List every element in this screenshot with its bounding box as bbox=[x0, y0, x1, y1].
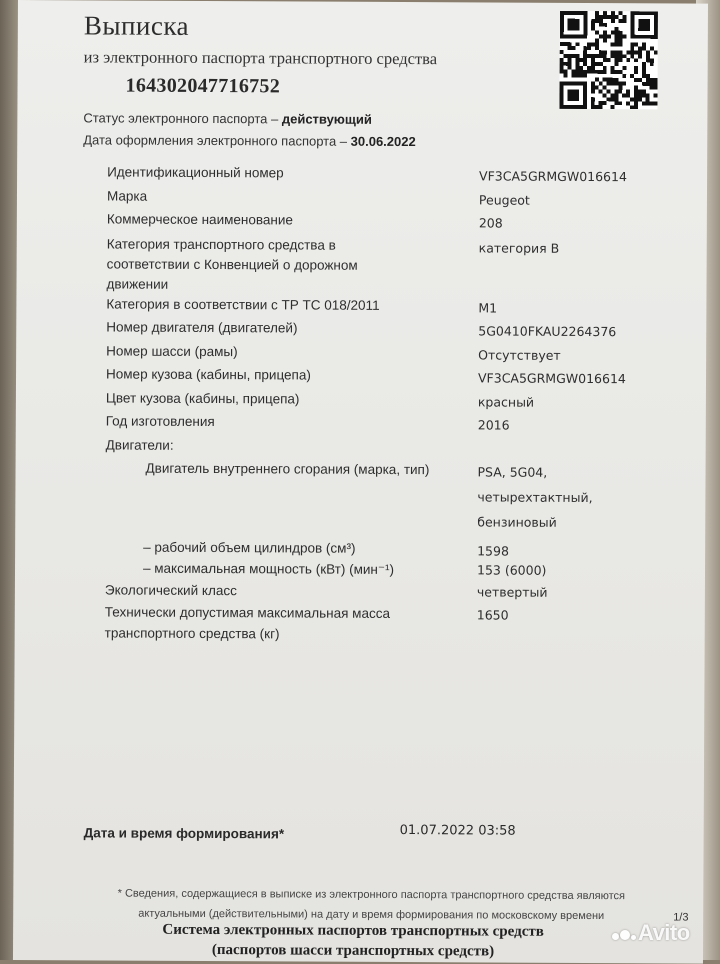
field-label: Категория в соответствии с ТР ТС 018/2011 bbox=[106, 296, 380, 313]
field-label: Категория транспортного средства в bbox=[106, 236, 336, 253]
field-label: Коммерческое наименование bbox=[106, 211, 293, 228]
field-value: Peugeot bbox=[478, 192, 530, 208]
page-number: 1/3 bbox=[673, 911, 689, 924]
field-value: 5G0410FKAU2264376 bbox=[478, 323, 617, 340]
field-label: Двигатель внутреннего сгорания (марка, тип) bbox=[145, 460, 430, 478]
vehicle-fields bbox=[14, 0, 708, 704]
field-label: Марка bbox=[106, 188, 148, 204]
field-value: M1 bbox=[478, 300, 498, 316]
field-label: – максимальная мощность (кВт) (мин⁻¹) bbox=[142, 560, 395, 577]
footnote-line2: актуальными (действительными) на дату и время формирования по московскому времени bbox=[138, 907, 605, 923]
document-subtitle: из электронного паспорта транспортного средства bbox=[83, 47, 438, 69]
field-label: Номер двигателя (двигателей) bbox=[106, 319, 298, 336]
field-label: Номер шасси (рамы) bbox=[106, 343, 238, 360]
field-label: Экологический класс bbox=[104, 582, 237, 599]
field-value: категория B bbox=[478, 240, 560, 256]
issued-value: 30.06.2022 bbox=[350, 133, 416, 150]
field-label-line2: транспортного средства (кг) bbox=[104, 625, 280, 642]
document-title: Выписка bbox=[83, 10, 190, 41]
field-label: Номер кузова (кабины, прицепа) bbox=[106, 366, 311, 383]
field-label: Технически допустимая максимальная масса bbox=[104, 604, 391, 621]
avito-watermark bbox=[612, 920, 690, 946]
field-value: PSA, 5G04, bbox=[477, 464, 548, 480]
footnote-line1: * Сведения, содержащиеся в выписке из электронного паспорта транспортного средства являются bbox=[117, 887, 626, 903]
field-label: Год изготовления bbox=[105, 413, 215, 430]
system-title bbox=[133, 920, 573, 962]
field-value: VF3CA5GRMGW016614 bbox=[477, 370, 626, 387]
status-value: действующий bbox=[281, 111, 372, 127]
field-label: Идентификационный номер bbox=[107, 164, 284, 181]
document-number: 164302047716752 bbox=[125, 74, 281, 98]
field-value: 1650 bbox=[476, 607, 509, 623]
system-title-line2: (паспортов шасси транспортных средств) bbox=[211, 942, 495, 960]
field-label: – рабочий объем цилиндров (см³) bbox=[143, 539, 356, 556]
system-title-line1: Система электронных паспортов транспортных средств bbox=[162, 921, 544, 940]
generated-datetime-value: 01.07.2022 03:58 bbox=[399, 823, 516, 839]
generated-datetime-label: Дата и время формирования* bbox=[83, 825, 285, 842]
status-label: Статус электронного паспорта – bbox=[83, 110, 282, 127]
field-value: 1598 bbox=[477, 543, 509, 559]
watermark-text: Avito bbox=[638, 920, 690, 945]
field-label-line2: соответствии с Конвенцией о дорожном bbox=[106, 256, 358, 273]
issued-label: Дата оформления электронного паспорта – bbox=[83, 132, 351, 149]
field-value-line2: четырехтактный, bbox=[477, 489, 593, 506]
field-value: Отсутствует bbox=[478, 347, 561, 363]
field-label: Цвет кузова (кабины, прицепа) bbox=[105, 390, 300, 407]
field-label-engines: Двигатели: bbox=[105, 437, 174, 453]
field-label-line3: движении bbox=[106, 276, 169, 292]
field-value: 2016 bbox=[477, 417, 510, 433]
field-value: 208 bbox=[478, 215, 503, 231]
field-value: 153 (6000) bbox=[476, 562, 547, 578]
field-value: красный bbox=[477, 394, 535, 410]
field-value-line3: бензиновый bbox=[477, 514, 557, 530]
field-value: четвертый bbox=[476, 584, 548, 600]
field-value: VF3CA5GRMGW016614 bbox=[479, 168, 627, 185]
avito-logo-icon bbox=[612, 920, 636, 946]
document-page bbox=[13, 0, 708, 964]
